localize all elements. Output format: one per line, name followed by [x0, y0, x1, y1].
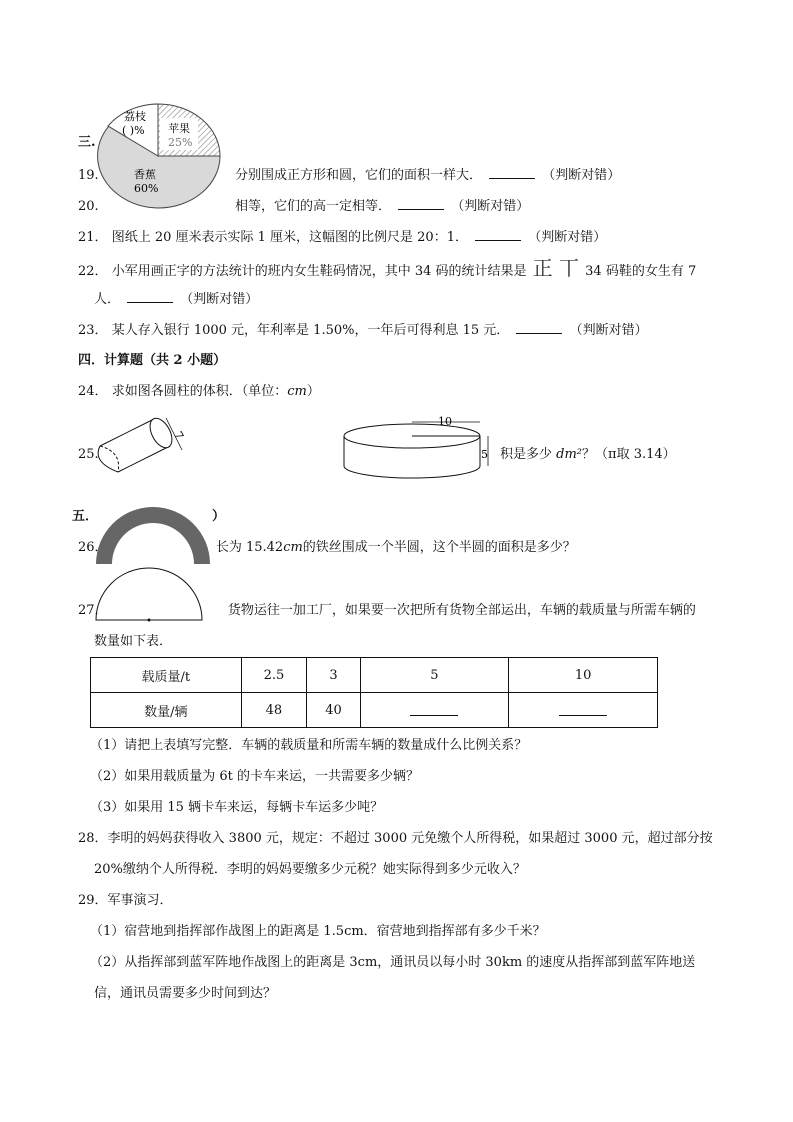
q26-number: 26．	[78, 540, 108, 555]
table-answer-blank[interactable]	[360, 693, 509, 728]
q27-sub-2: （2）如果用载质量为 6t 的卡车来运，一共需要多少辆？	[90, 769, 420, 784]
cylinder-2-diameter: 10	[438, 415, 452, 428]
pie-label-litchi-pct: ( )%	[122, 124, 145, 137]
question-28	[78, 830, 713, 848]
q19-suffix: （判断对错）	[542, 168, 621, 183]
q29-sub-1: （1）宿营地到指挥部作战图上的距离是 1.5cm．宿营地到指挥部有多少千米？	[90, 924, 546, 939]
tally-mark: 正 丅	[532, 256, 579, 280]
section-4-heading: 四．计算题（共 2 小题）	[78, 353, 227, 368]
question-24	[78, 383, 320, 401]
q21-answer-blank[interactable]	[475, 228, 521, 241]
q28-line-1: 李明的妈妈获得收入 3800 元，规定：不超过 3000 元免缴个人所得税，如果超过 3000 元，超过部分按	[107, 831, 713, 846]
q22-text-2: 34 码鞋的女生有 7	[585, 264, 697, 279]
q20-number: 20.	[78, 199, 99, 214]
q24-unit: cm	[287, 384, 307, 399]
pie-label-litchi: 荔枝	[124, 110, 146, 123]
flat-cylinder-figure	[340, 414, 498, 484]
vehicle-table	[90, 657, 658, 728]
q25-text: 积是多少	[500, 447, 553, 462]
q21-suffix: （判断对错）	[528, 230, 607, 245]
question-21	[78, 228, 606, 247]
q27-number: 27．	[78, 603, 108, 618]
q23-text: 某人存入银行 1000 元，年利率是 1.50%，一年后可得利息 15 元．	[111, 323, 510, 338]
q22-text-1: 小军用画正字的方法统计的班内女生鞋码情况，其中 34 码的统计结果是	[111, 264, 527, 279]
pie-label-apple: 苹果	[168, 122, 190, 135]
q27-sub-3: （3）如果用 15 辆卡车来运，每辆卡车运多少吨？	[90, 800, 384, 815]
question-27-line-2: 数量如下表．	[94, 634, 173, 649]
pie-label-banana-pct: 60%	[134, 182, 159, 195]
section-5-close: ）	[212, 509, 226, 524]
question-27	[78, 602, 696, 620]
table-row	[91, 693, 658, 728]
q19-number: 19.	[78, 168, 99, 183]
question-19	[78, 166, 620, 185]
table-cell: 2.5	[241, 658, 307, 693]
q25-text-2: ？（π取 3.14）	[582, 447, 676, 462]
q22-text-3: 人．	[94, 292, 121, 307]
question-22	[78, 256, 697, 281]
question-22-line-2	[94, 290, 258, 309]
question-26	[78, 539, 576, 557]
q20-suffix: （判断对错）	[451, 199, 530, 214]
fruit-pie-chart	[94, 100, 222, 212]
question-23	[78, 321, 648, 340]
question-25-text	[500, 446, 676, 464]
table-cell: 48	[241, 693, 307, 728]
q24-close: ）	[306, 384, 320, 399]
q24-number: 24．	[78, 384, 108, 399]
table-cell: 3	[307, 658, 360, 693]
q22-answer-blank[interactable]	[127, 290, 173, 303]
q19-text: 分别围成正方形和圆，它们的面积一样大．	[234, 168, 482, 183]
q20-text: 相等，它们的高一定相等．	[234, 199, 391, 214]
table-cell: 40	[307, 693, 360, 728]
question-28-line-2: 20%缴纳个人所得税．李明的妈妈要缴多少元税？她实际得到多少元收入？	[94, 862, 526, 877]
table-cell: 载质量/t	[91, 658, 242, 693]
q20-answer-blank[interactable]	[398, 197, 444, 210]
section-5-heading: 五．	[72, 509, 99, 524]
cylinder-2-height: 5	[481, 448, 488, 461]
q27-text: 货物运往一加工厂，如果要一次把所有货物全部运出，车辆的载质量与所需车辆的	[227, 603, 696, 618]
q29-number: 29．	[78, 893, 108, 908]
pie-label-apple-pct: 25%	[168, 136, 193, 149]
table-answer-blank[interactable]	[509, 693, 658, 728]
section-3-heading: 三.	[78, 135, 96, 150]
q22-suffix: （判断对错）	[180, 292, 259, 307]
question-29	[78, 892, 173, 910]
q29-sub-2-line-2: 信，通讯员需要多少时间到达？	[94, 986, 277, 1001]
q27-sub-1: （1）请把上表填写完整．车辆的载质量和所需车辆的数量成什么比例关系？	[90, 738, 528, 753]
table-row	[91, 658, 658, 693]
q28-number: 28．	[78, 831, 108, 846]
q19-answer-blank[interactable]	[489, 166, 535, 179]
q23-answer-blank[interactable]	[516, 321, 562, 334]
tilted-cylinder-figure	[92, 414, 192, 476]
q26-text-2: 的铁丝围成一个半圆，这个半圆的面积是多少？	[302, 540, 576, 555]
table-cell: 数量/辆	[91, 693, 242, 728]
pie-label-banana: 香蕉	[134, 168, 156, 181]
q23-number: 23．	[78, 323, 108, 338]
q29-title: 军事演习．	[107, 893, 173, 908]
q29-sub-2: （2）从指挥部到蓝军阵地作战图上的距离是 3cm，通讯员以每小时 30km 的速度从指挥部到蓝军阵地送	[90, 955, 696, 970]
q25-unit: dm²	[556, 447, 583, 462]
table-cell: 10	[509, 658, 658, 693]
question-20	[78, 197, 529, 216]
q21-number: 21．	[78, 230, 108, 245]
q26-unit: cm	[283, 540, 303, 555]
q26-text: 长为 15.42	[215, 540, 284, 555]
q22-number: 22．	[78, 264, 108, 279]
table-cell: 5	[360, 658, 509, 693]
q21-text: 图纸上 20 厘米表示实际 1 厘米，这幅图的比例尺是 20：1．	[111, 230, 468, 245]
q23-suffix: （判断对错）	[569, 323, 648, 338]
q24-text: 求如图各圆柱的体积．（单位：	[111, 384, 288, 399]
question-25-number: 25.	[78, 447, 99, 462]
cylinder-1-dimension: 7	[171, 429, 187, 442]
